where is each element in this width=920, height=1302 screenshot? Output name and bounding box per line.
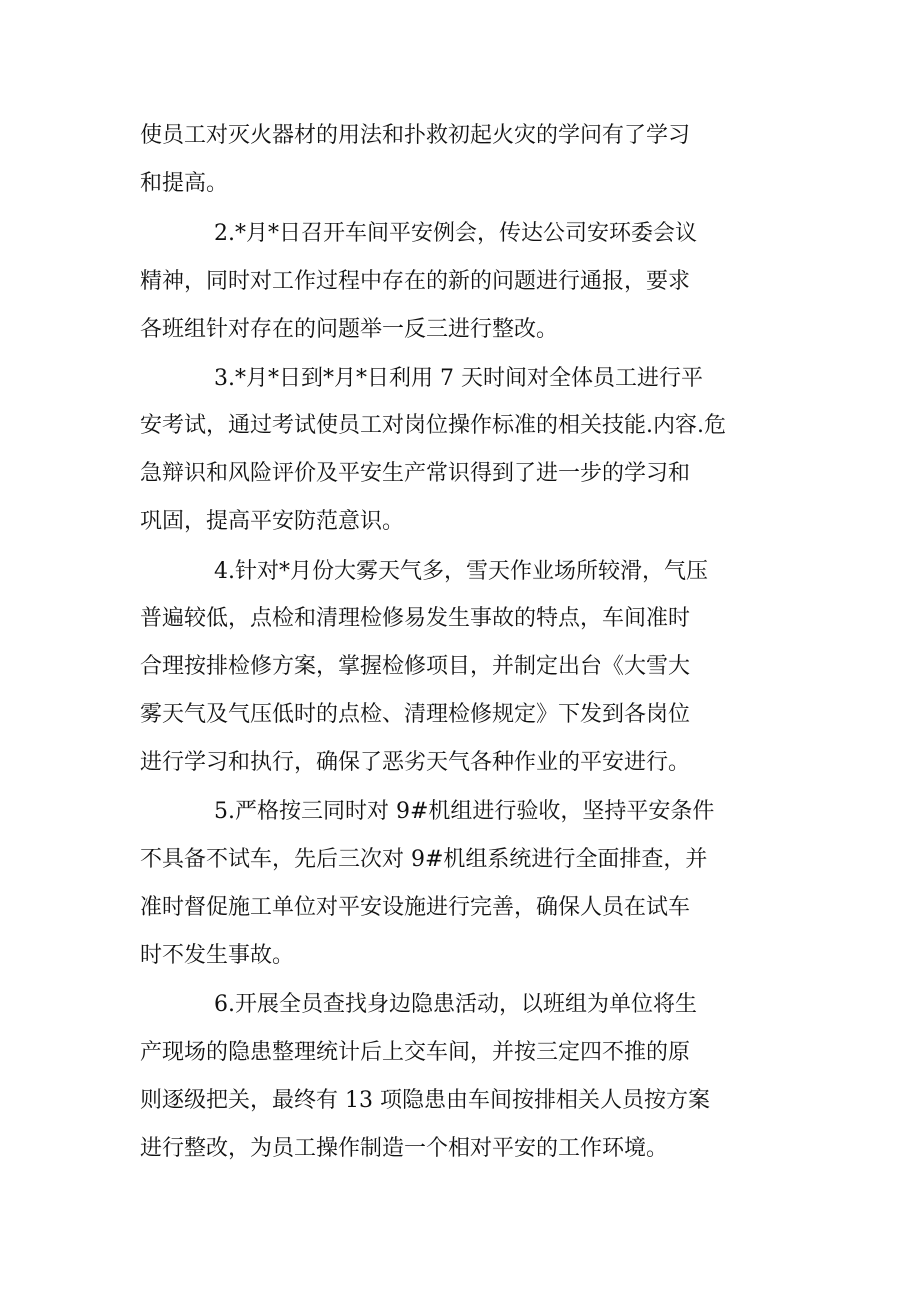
paragraph-2-first-line: 2.*月*日召开车间平安例会，传达公司安环委会议 <box>214 221 697 246</box>
text-line: 合理按排检修方案，掌握检修项目，并制定出台《大雪大 <box>140 654 691 679</box>
text-line: 精神，同时对工作过程中存在的新的问题进行通报，要求 <box>140 269 691 294</box>
text-line: 不具备不试车，先后三次对 9#机组系统进行全面排查，并 <box>140 847 708 872</box>
text-line: 则逐级把关，最终有 13 项隐患由车间按排相关人员按方案 <box>140 1088 710 1113</box>
text-line: 准时督促施工单位对平安设施进行完善，确保人员在试车 <box>140 895 691 920</box>
text-line: 时不发生事故。 <box>140 943 295 968</box>
text-line: 急辩识和风险评价及平安生产常识得到了进一步的学习和 <box>140 461 691 486</box>
text-line: 普遍较低，点检和清理检修易发生事故的特点，车间准时 <box>140 606 691 631</box>
text-line: 和提高。 <box>140 171 229 196</box>
text-line: 产现场的隐患整理统计后上交车间，并按三定四不推的原 <box>140 1040 691 1065</box>
text-line: 进行学习和执行，确保了恶劣天气各种作业的平安进行。 <box>140 750 691 775</box>
paragraph-3-first-line: 3.*月*日到*月*日利用 7 天时间对全体员工进行平 <box>214 366 703 391</box>
paragraph-4-first-line: 4.针对*月份大雾天气多，雪天作业场所较滑，气压 <box>214 559 708 584</box>
text-line: 进行整改，为员工操作制造一个相对平安的工作环境。 <box>140 1136 669 1161</box>
paragraph-5-first-line: 5.严格按三同时对 9#机组进行验收，坚持平安条件 <box>214 799 715 824</box>
text-line: 安考试，通过考试使员工对岗位操作标准的相关技能.内容.危 <box>140 413 726 438</box>
paragraph-6-first-line: 6.开展全员查找身边隐患活动，以班组为单位将生 <box>214 992 697 1017</box>
text-line: 雾天气及气压低时的点检、清理检修规定》下发到各岗位 <box>140 702 691 727</box>
text-line: 使员工对灭火器材的用法和扑救初起火灾的学问有了学习 <box>140 123 691 148</box>
text-line: 巩固，提高平安防范意识。 <box>140 509 405 534</box>
text-line: 各班组针对存在的问题举一反三进行整改。 <box>140 317 559 342</box>
